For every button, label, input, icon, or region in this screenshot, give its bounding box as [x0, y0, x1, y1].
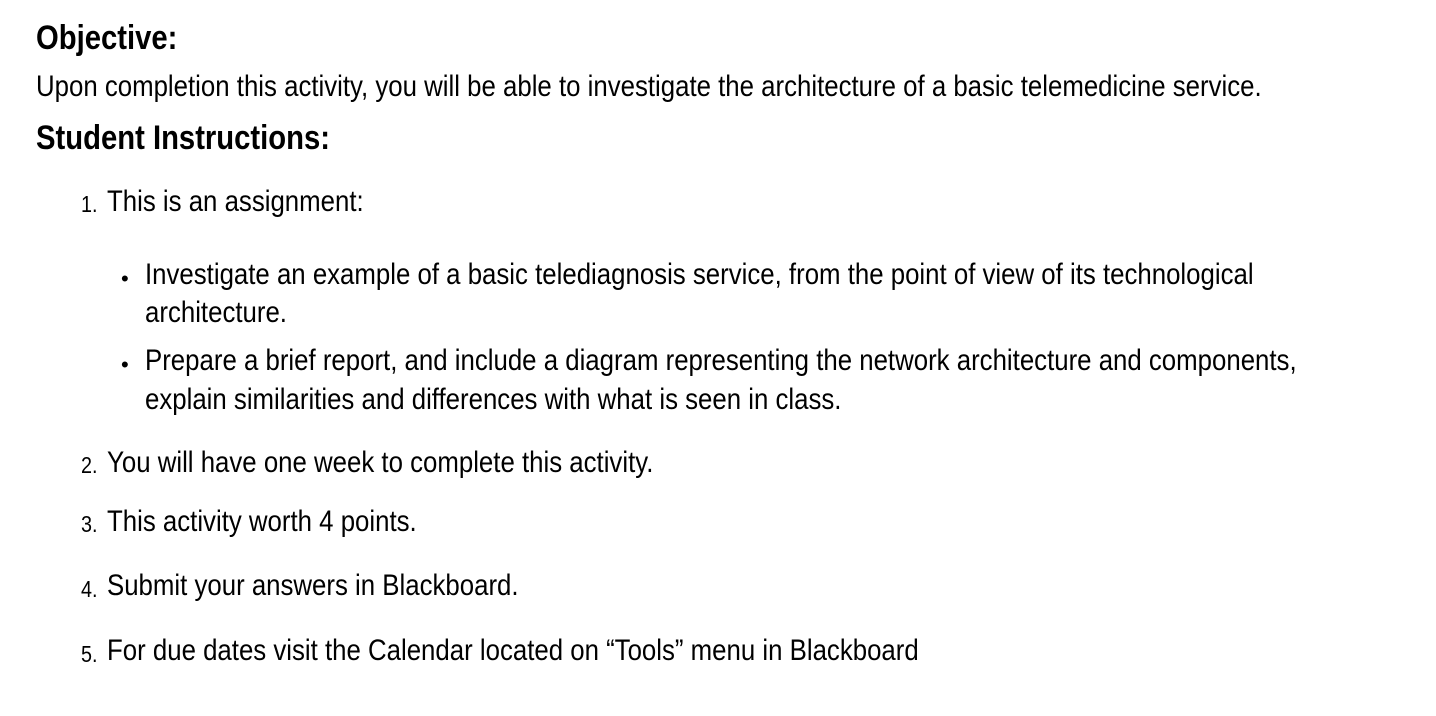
- item-text: This is an assignment:: [107, 185, 364, 218]
- item-number: 5.: [81, 641, 98, 667]
- objective-text: Upon completion this activity, you will be able to investigate the architecture of a basic telemedicine service.: [36, 70, 1262, 103]
- bullet-icon: •: [121, 266, 129, 291]
- sub-item-text-line: architecture.: [145, 296, 287, 329]
- item-text: For due dates visit the Calendar located on “Tools” menu in Blackboard: [107, 634, 919, 667]
- instructions-heading: Student Instructions:: [36, 119, 331, 157]
- item-number: 4.: [81, 576, 98, 602]
- sub-item-text-line: Investigate an example of a basic telediagnosis service, from the point of view of its technological: [145, 258, 1254, 291]
- objective-heading: Objective:: [36, 19, 178, 57]
- bullet-icon: •: [121, 352, 129, 377]
- sub-item-text-line: explain similarities and differences with what is seen in class.: [145, 383, 842, 416]
- sub-item-text-line: Prepare a brief report, and include a diagram representing the network architecture and components,: [145, 344, 1297, 377]
- item-number: 1.: [81, 191, 98, 217]
- item-number: 2.: [81, 452, 98, 478]
- item-text: This activity worth 4 points.: [107, 505, 417, 538]
- item-text: You will have one week to complete this activity.: [107, 446, 654, 479]
- item-number: 3.: [81, 511, 98, 537]
- item-text: Submit your answers in Blackboard.: [107, 569, 519, 602]
